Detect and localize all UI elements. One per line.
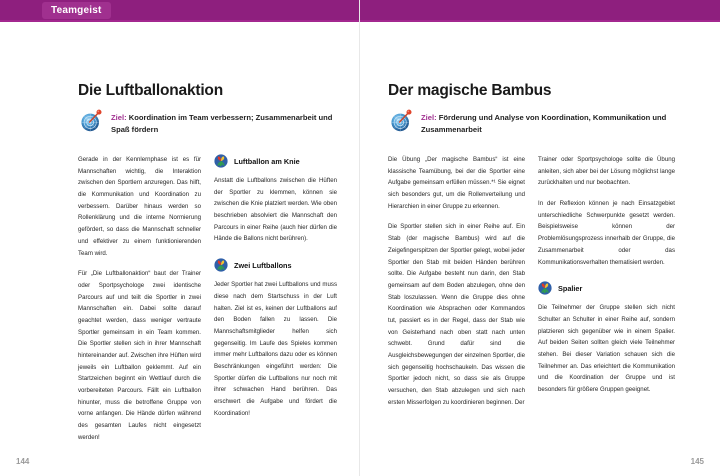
columns-right: [388, 154, 675, 408]
column-right-2: [538, 154, 675, 408]
paragraph: Trainer oder Sportpsychologe sollte die Übung anleiten, sich aber bei der Lösung möglichst lange zurückhalten und nur beobachten.: [538, 156, 675, 187]
paragraph: Jeder Sportler hat zwei Luftballons und muss diese nach dem Startschuss in der Luft halten. Ziel ist es, keinen der Luftballons auf den Boden fallen zu lassen. Die Mannschaftsmitglieder helfen sich gegenseitig. Im Laufe des Spieles kommen immer mehr Luftballons dazu oder es können Beschränkungen eingeführt werden: Die Sportler dürfen die Luftballons nur noch mit ihrer schwachen Hand berühren. Das erschwert die Aufgabe und fördert die Koordination!: [214, 281, 337, 417]
goal-label-left: Ziel:: [111, 113, 127, 123]
goal-text-right: [421, 110, 675, 136]
goal-body-right: Förderung und Analyse von Koordination, Kommunikation und Zusammenarbeit: [421, 113, 667, 135]
column-right-1: [388, 154, 525, 408]
page-title: Der magische Bambus: [388, 82, 552, 99]
goal-text-left: [111, 110, 337, 136]
subsection-title: Zwei Luftballons: [234, 260, 292, 270]
flower-icon: [214, 258, 228, 272]
chapter-tab-label: Teamgeist: [51, 5, 102, 16]
flower-icon: [214, 154, 228, 168]
page-right-body: [360, 22, 720, 476]
paragraph: Gerade in der Kennlernphase ist es für Mannschaften wichtig, die Interaktion zwischen den Sportlern anzuregen. Das hilft, die Kommunikation und Koordination zu verbessern. Darüber hinaus werden so Rollenklärung und die interne Normierung gefördert, so dass die Mannschaft schneller und effektiver zu einem funktionierenden Team wird.: [78, 156, 201, 257]
subsection-title: Spalier: [558, 283, 583, 293]
running-header-band-left: [0, 0, 359, 22]
subsection-header: [538, 281, 675, 295]
subsection-header: [214, 258, 337, 272]
subsection-header: [214, 154, 337, 168]
goal-label-right: Ziel:: [421, 113, 437, 123]
page-title: Die Luftballonaktion: [78, 82, 223, 99]
column-left-1: [78, 154, 201, 444]
running-header-band-right: [360, 0, 720, 22]
paragraph: Anstatt die Luftballons zwischen die Hüften der Sportler zu klemmen, können sie zwischen die Knie platziert werden. Wie oben beschrieben absolviert die Mannschaft den Parcours in einer Reihe (auch hier dürfen die Hände die Ballons nicht berühren).: [214, 177, 337, 243]
page-right: [360, 0, 720, 476]
subsection-title: Luftballon am Knie: [234, 156, 300, 166]
paragraph: Die Übung „Der magische Bambus“ ist eine klassische Teamübung, bei der die Sportler eine Aufgabe gemeinsam erfüllen müssen.*¹ Sie eignet sich besonders gut, um die Rollenverteilung und Hierarchien in einer Gruppe zu erkennen.: [388, 156, 525, 210]
paragraph: Die Sportler stellen sich in einer Reihe auf. Ein Stab (der magische Bambus) wird auf die Zeigefingerspitzen der Sportler gelegt, wobei jeder Sportler den Stab mit beiden Händen berühren sollte. Die Aufgabe besteht nun darin, den Stab gemeinsam auf dem Boden abzulegen, ohne den Stab loszulassen. Wenn die Gruppe dies ohne Koordination wie Absprachen oder Kommandos tut, passiert es in der Regel, dass der Stab wie von Geisterhand nach oben statt nach unten schwebt. Grund dafür sind die Ausgleichsbewegungen der einzelnen Sportler, die sich gegenseitig hochschaukeln. Das wissen die Sportler jedoch nicht, so dass sie als Gruppe versuchen, den Stab abzulegen und sich nach ersten Misserfolgen zu koordinieren beginnen. Der: [388, 223, 525, 406]
column-left-2: [214, 154, 337, 444]
chapter-tab-left: [42, 2, 111, 19]
page-number-right: 145: [690, 457, 704, 466]
columns-left: [78, 154, 337, 444]
flower-icon: [538, 281, 552, 295]
page-left-body: [0, 22, 359, 476]
paragraph: Für „Die Luftballonaktion“ baut der Trainer oder Sportpsychologe zwei identische Parcours auf und teilt die Sportler in zwei Mannschaften ein. Dabei sollte darauf geachtet werden, dass weniger vertraute Sportler gemeinsam in ein Team kommen. Die Sportler stellen sich in ihrer Mannschaft hintereinander auf. Zwischen ihre Hüften wird jeweils ein Luftballon geklemmt. Auf ein Startzeichen beginnt ein Wettlauf durch die vorbereiteten Parcours. Fällt ein Luftballon hinunter, muss die betroffene Gruppe von vorne anfangen. Die Hände dürfen während des gesamten Laufes nicht eingesetzt werden!: [78, 270, 201, 441]
goal-body-left: Koordination im Team verbessern; Zusammenarbeit und Spaß fördern: [111, 113, 333, 135]
paragraph: In der Reflexion können je nach Einsatzgebiet unterschiedliche Schwerpunkte gesetzt werden. Beispielsweise können der Problemlösungsprozess innerhalb der Gruppe, die Zusammenarbeit oder das Kommunikationsverhalten thematisiert werden.: [538, 200, 675, 266]
paragraph: Die Teilnehmer der Gruppe stellen sich nicht Schulter an Schulter in einer Reihe auf, sondern platzieren sich gegenüber wie in einem Spalier. Auf beiden Seiten sollten gleich viele Teilnehmer stehen. Bei dieser Variation schauen sich die Teilnehmer an. Das erleichtert die Kommunikation und die Koordination der Gruppe und ist besonders für größere Gruppen geeignet.: [538, 304, 675, 394]
goal-row-right: [388, 110, 675, 136]
goal-row-left: [78, 110, 337, 136]
target-dart-icon: [78, 108, 104, 134]
target-dart-icon: [388, 108, 414, 134]
page-number-left: 144: [16, 457, 30, 466]
